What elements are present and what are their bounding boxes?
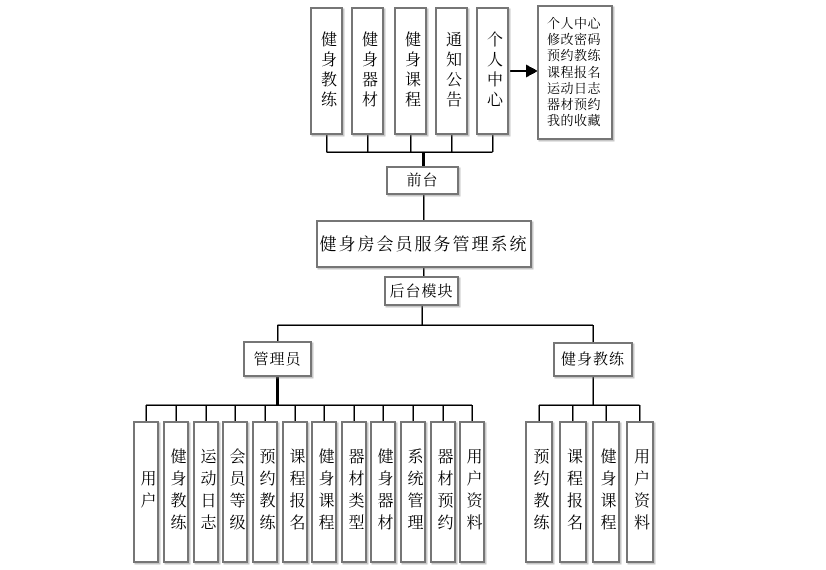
admin-child-2: 健身教练 xyxy=(163,421,189,563)
front-module-2: 健身器材 xyxy=(351,7,384,135)
admin-child-12: 用户资料 xyxy=(459,421,485,563)
personal-center-menu xyxy=(537,5,613,140)
admin-child-4: 会员等级 xyxy=(222,421,248,563)
coach-child-3: 健身课程 xyxy=(592,421,620,563)
system-title-node: 健身房会员服务管理系统 xyxy=(316,220,532,268)
admin-node: 管理员 xyxy=(243,341,312,377)
personal-center-menu-item: 我的收藏 xyxy=(547,113,602,129)
admin-child-8: 器材类型 xyxy=(341,421,367,563)
back-module-node: 后台模块 xyxy=(384,276,459,306)
front-module-4: 通知公告 xyxy=(435,7,468,135)
personal-center-menu-item: 器材预约 xyxy=(547,97,602,113)
personal-center-menu-item: 运动日志 xyxy=(547,80,602,96)
personal-center-menu-item: 课程报名 xyxy=(547,64,602,80)
admin-child-10: 系统管理 xyxy=(400,421,426,563)
coach-node: 健身教练 xyxy=(553,342,633,377)
admin-child-11: 器材预约 xyxy=(430,421,456,563)
admin-child-1: 用户 xyxy=(133,421,159,563)
front-module-3: 健身课程 xyxy=(394,7,427,135)
admin-child-3: 运动日志 xyxy=(193,421,219,563)
admin-child-7: 健身课程 xyxy=(311,421,337,563)
admin-child-9: 健身器材 xyxy=(370,421,396,563)
personal-center-menu-item: 个人中心 xyxy=(547,16,602,31)
personal-center-menu-item: 修改密码 xyxy=(547,32,602,48)
personal-center-menu-item: 预约教练 xyxy=(547,48,602,64)
coach-child-2: 课程报名 xyxy=(559,421,587,563)
admin-child-6: 课程报名 xyxy=(282,421,308,563)
front-module-5: 个人中心 xyxy=(476,7,509,135)
admin-child-5: 预约教练 xyxy=(252,421,278,563)
front-desk-node: 前台 xyxy=(386,166,459,195)
coach-child-4: 用户资料 xyxy=(626,421,654,563)
front-module-1: 健身教练 xyxy=(310,7,343,135)
coach-child-1: 预约教练 xyxy=(525,421,553,563)
